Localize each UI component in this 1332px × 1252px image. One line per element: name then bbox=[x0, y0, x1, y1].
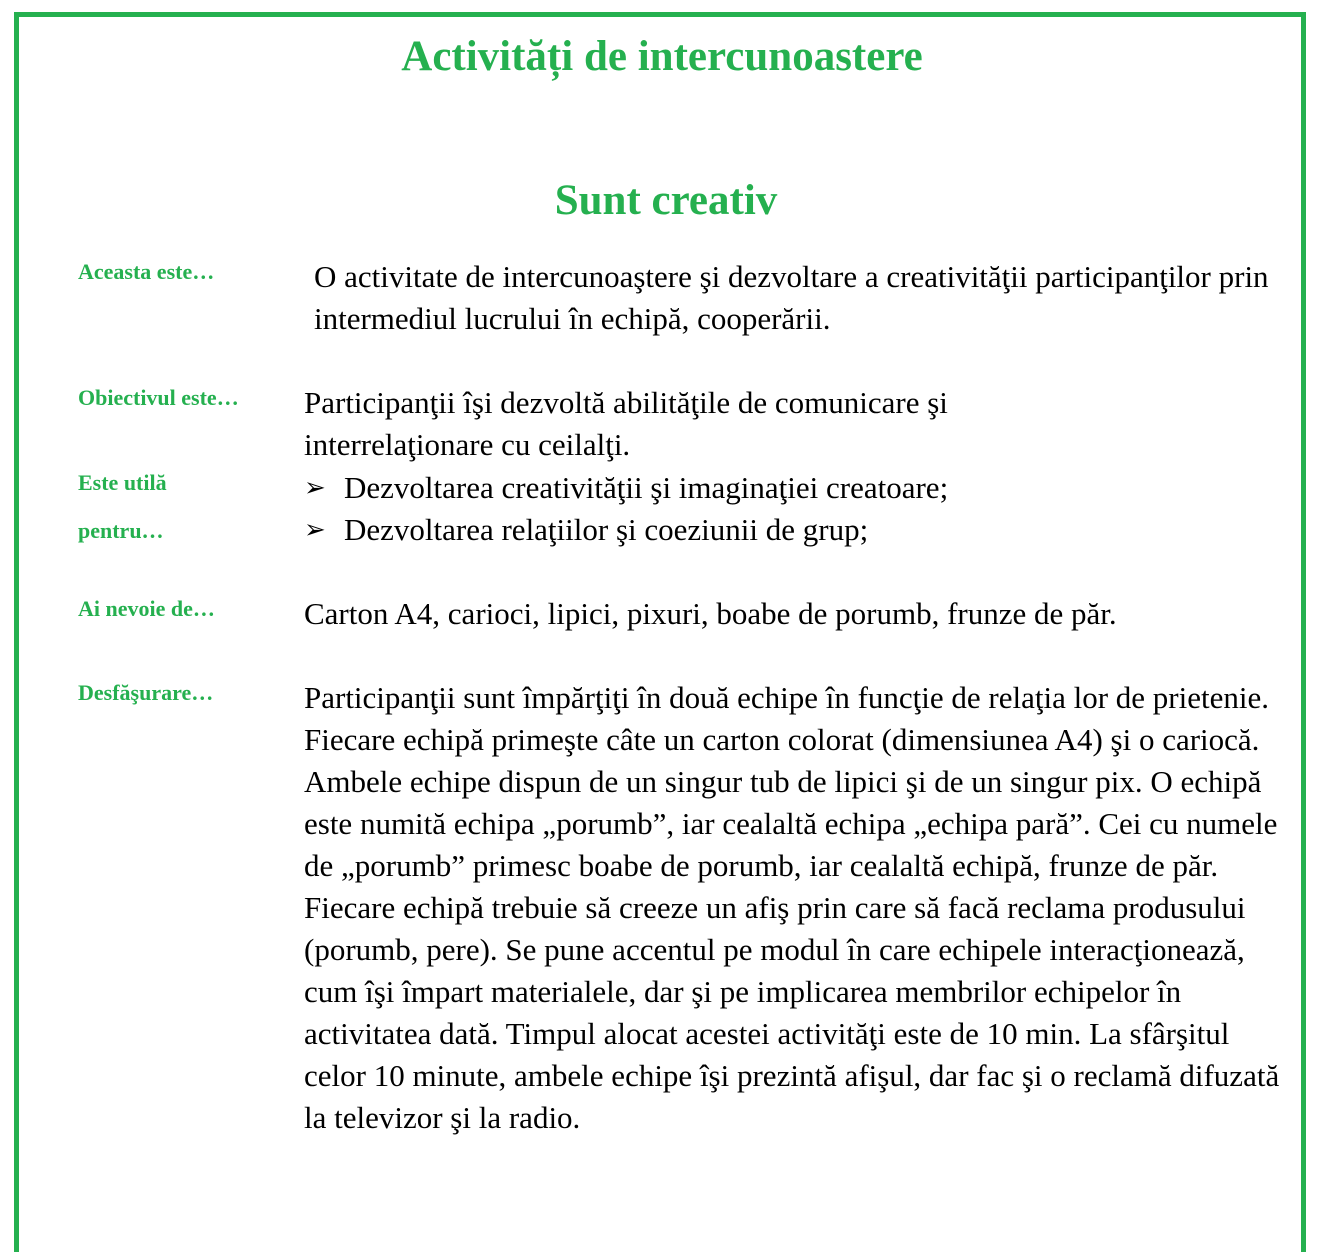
obiectiv-paragraph: Participanţii îşi dezvoltă abilităţile de comunicare şi interrelaţionare cu ceilalţi. bbox=[304, 385, 948, 462]
nevoie-paragraph: Carton A4, carioci, lipici, pixuri, boabe de porumb, frunze de păr. bbox=[304, 596, 1117, 631]
list-item-text: Dezvoltarea creativităţii şi imaginaţiei creatoare; bbox=[344, 470, 949, 505]
label-utila-line1: Este utilă bbox=[78, 470, 167, 495]
list-item bbox=[304, 467, 1304, 509]
activity-title: Sunt creativ bbox=[554, 177, 778, 224]
page-title: Activități de intercunoastere bbox=[401, 33, 923, 80]
text-aceasta bbox=[314, 256, 1274, 340]
desfasurare-paragraph: Participanţii sunt împărţiţi în două echipe în funcţie de relaţia lor de prietenie. Fiecare echipă primeşte câte un carton colorat (dimensiunea A4) şi o cariocă. Ambele echipe dispun de un singur tub de lipici şi de un singur pix. O echipă este numită echipa „porumb”, iar cealaltă echipa „echipa pară”. Cei cu numele de „porumb” primesc boabe de porumb, iar cealaltă echipă, frunze de păr. Fiecare echipă trebuie să creeze un afiş prin care să facă reclama produsului (porumb, pere). Se pune accentul pe modul în care echipele interacţionează, cum îşi împart materialele, dar şi pe implicarea membrilor echipelor în activitatea dată. Timpul alocat acestei activităţi este de 10 min. La sfârşitul celor 10 minute, ambele echipe îşi prezintă afişul, dar fac şi o reclamă difuzată la televizor şi la radio. bbox=[304, 680, 1280, 1135]
label-desfasurare: Desfăşurare… bbox=[78, 680, 214, 705]
text-obiectiv bbox=[304, 382, 1104, 466]
label-aceasta: Aceasta este… bbox=[78, 259, 215, 284]
label-obiectiv: Obiectivul este… bbox=[78, 385, 239, 410]
text-nevoie bbox=[304, 593, 1304, 635]
list-item bbox=[304, 509, 1304, 551]
aceasta-paragraph: O activitate de intercunoaştere şi dezvoltare a creativităţii participanţilor prin intermediul lucrului în echipă, cooperării. bbox=[314, 259, 1269, 336]
arrow-bullet-icon: ➢ bbox=[304, 515, 326, 544]
bullet-list bbox=[304, 467, 1304, 551]
list-utila bbox=[304, 467, 1304, 551]
arrow-bullet-icon: ➢ bbox=[304, 473, 326, 502]
list-item-text: Dezvoltarea relaţiilor şi coeziunii de grup; bbox=[344, 512, 869, 547]
label-nevoie: Ai nevoie de… bbox=[78, 596, 215, 621]
text-desfasurare bbox=[304, 677, 1294, 1139]
label-utila-line2: pentru… bbox=[78, 518, 164, 543]
